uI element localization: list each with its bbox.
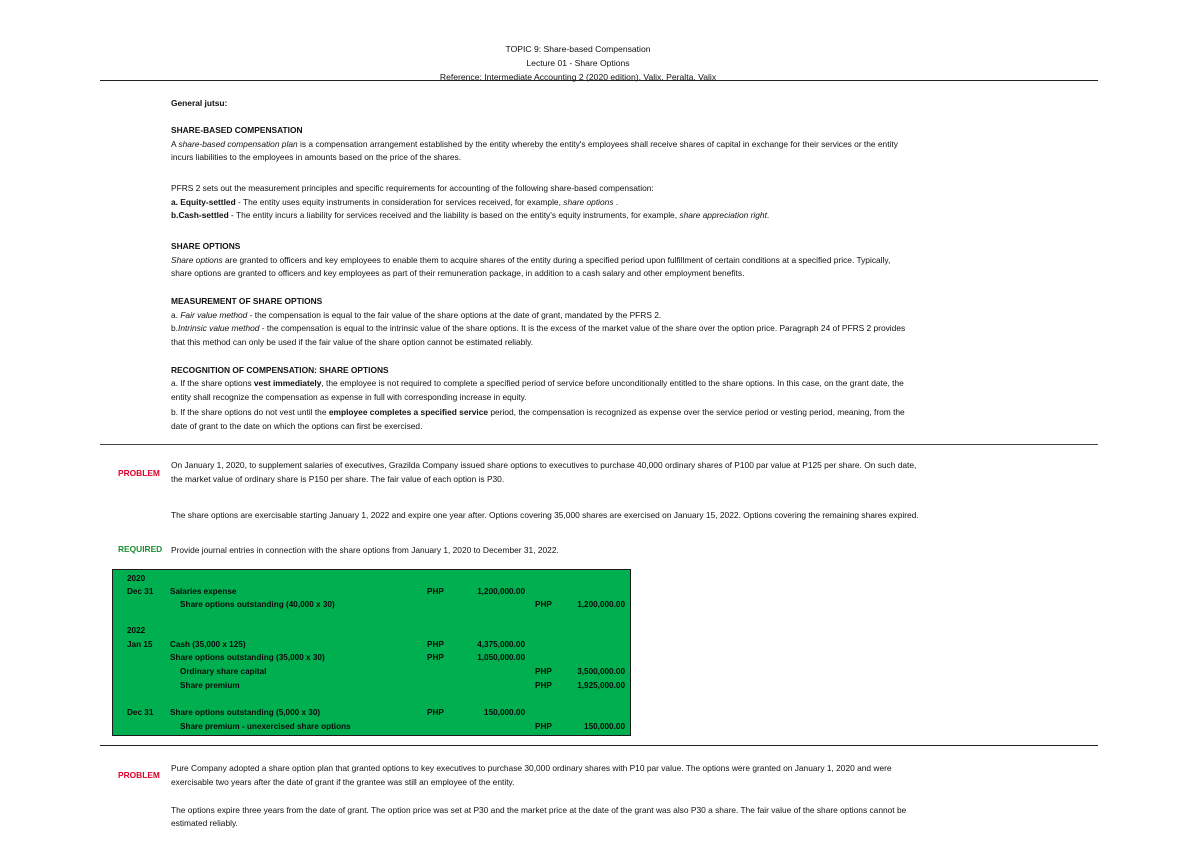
problem-tag-2: PROBLEM [118,770,160,780]
sbc-heading: SHARE-BASED COMPENSATION [171,125,303,135]
debit-amount: 150,000.00 [484,708,525,717]
credit-amount: 1,200,000.00 [577,600,625,609]
sbc-definition-line2: incurs liabilities to the employees in amounts based on the price of the shares. [171,152,462,162]
recognition-b-bold: employee completes a specified service [328,407,489,417]
recognition-a-prefix: a. If the share options [171,378,254,388]
pfrs2-intro: PFRS 2 sets out the measurement principles and specific requirements for accounting of the following share-based compensation: [171,183,654,193]
measurement-b-text1: - the compensation is equal to the intrinsic value of the share options. It is the excess of the market value of the share over the option price. Paragraph 24 of PFRS 2 provides [259,323,906,333]
recognition-item-b-line2: date of grant to the date on which the options can first be exercised. [171,420,423,431]
credit-amount: 1,925,000.00 [577,681,625,690]
credit-currency: PHP [535,667,552,676]
recognition-a-text1: , the employee is not required to complete a specified period of service before unconditionally entitled to the share options. In this case, on the grant date, the [321,378,904,388]
debit-currency: PHP [427,587,444,596]
recognition-item-a-line2: entity shall recognize the compensation as expense in full with corresponding increase in equity. [171,391,527,402]
problem2-text [171,762,1021,831]
credit-currency: PHP [535,681,552,690]
entry-account: Cash (35,000 x 125) [170,640,246,649]
measurement-heading: MEASUREMENT OF SHARE OPTIONS [171,296,323,306]
debit-currency: PHP [427,653,444,662]
year-2022: 2022 [127,626,146,635]
pfrs2-item-a [171,196,1021,210]
share-options-line1 [171,254,1021,268]
pfrs2-b-text: - The entity incurs a liability for services received and the liability is based on the entity's equity instruments, for example, [228,210,680,220]
measurement-a-term: Fair value method [180,309,248,320]
entry-date: Dec 31 [127,708,154,717]
entry-account: Share premium [180,681,240,690]
debit-currency: PHP [427,708,444,717]
year-2020: 2020 [127,574,146,583]
credit-currency: PHP [535,600,552,609]
sbc-definition [171,138,1021,152]
measurement-b-term: Intrinsic value method [178,323,260,333]
entry-account: Share options outstanding (35,000 x 30) [170,653,325,662]
recognition-item-b [171,406,1021,420]
section-divider [100,444,1098,445]
recognition-a-bold: vest immediately [253,378,322,388]
pfrs2-b-end: . [766,210,770,220]
sbc-def-line1: is a compensation arrangement established by the entity whereby the entity's employees shall receive shares of capital in exchange for their services or the entity [297,138,898,149]
problem1-line3: The share options are exercisable starting January 1, 2022 and expire one year after. Options covering 35,000 shares are exercised on January 15, 2022. Options covering the remaining shares expired. [171,509,919,520]
measurement-item-a [171,309,1021,323]
measurement-b-prefix: b. [171,323,178,333]
debit-currency: PHP [427,640,444,649]
measurement-item-b [171,322,1021,336]
credit-currency: PHP [535,722,552,731]
reference-line: Reference: Intermediate Accounting 2 (2020 edition), Valix, Peralta, Valix [439,72,717,82]
entry-account: Share premium - unexercised share options [180,722,351,731]
problem1-line1: On January 1, 2020, to supplement salaries of executives, Grazilda Company issued share options to executives to purchase 40,000 ordinary shares of P100 par value at P125 per share. On such date, [171,460,917,470]
header-rule [100,80,1098,81]
pfrs2-item-b [171,209,1021,223]
share-options-line1-rest: are granted to officers and key employees to enable them to acquire shares of the entity during a specified period upon fulfillment of certain conditions at a specified price. Typically, [222,254,891,265]
lecture-title: Lecture 01 - Share Options [526,58,630,68]
share-options-heading: SHARE OPTIONS [171,241,241,251]
measurement-a-prefix: a. [171,309,181,320]
problem2-line3: The options expire three years from the date of grant. The option price was set at P30 and the market price at the date of the grant was also P30 a share. The fair value of the share options cannot be [171,804,907,815]
entry-account: Share options outstanding (40,000 x 30) [180,600,335,609]
pfrs2-a-text: - The entity uses equity instruments in consideration for services received, for example, [235,196,564,207]
problem-tag: PROBLEM [118,468,160,478]
required-tag: REQUIRED [118,544,163,554]
problem1-line2: the market value of ordinary share is P150 per share. The fair value of each option is P30. [171,473,505,484]
recognition-b-text1: period, the compensation is recognized as expense over the service period or vesting period, meaning, from the [488,407,905,417]
topic-title: TOPIC 9: Share-based Compensation [505,44,651,54]
entry-account: Share options outstanding (5,000 x 30) [170,708,321,717]
problem2-line1: Pure Company adopted a share option plan that granted options to key executives to purchase 30,000 ordinary shares with P10 par value. The options were granted on January 1, 2020 and were [171,763,892,773]
section-divider-2 [100,745,1098,746]
problem2-line4: estimated reliably. [171,818,238,828]
problem2-line2: exercisable two years after the date of grant if the grantee was still an employee of the entity. [171,776,515,787]
measurement-a-text: - the compensation is equal to the fair value of the share options at the date of grant, mandated by the PFRS 2. [247,309,662,320]
recognition-b-prefix: b. If the share options do not vest until the [171,407,329,417]
pfrs2-a-example: share options [563,196,614,207]
credit-amount: 3,500,000.00 [577,667,625,676]
journal-entries [112,569,631,736]
entry-account: Salaries expense [170,587,237,596]
debit-amount: 1,200,000.00 [477,587,525,596]
sbc-def-term: share-based compensation plan [178,138,298,149]
document-header [0,42,1156,84]
pfrs2-a-end: . [613,196,619,207]
entry-date: Jan 15 [127,640,153,649]
greeting: General jutsu: [171,98,228,108]
credit-amount: 150,000.00 [584,722,625,731]
recognition-heading: RECOGNITION OF COMPENSATION: SHARE OPTIONS [171,364,389,375]
sbc-def-lead: A [171,138,179,149]
pfrs2-b-example: share appreciation right [679,210,767,220]
pfrs2-b-label: b.Cash-settled [171,210,229,220]
general-notes [171,97,1021,433]
pfrs2-a-label: a. Equity-settled [171,196,236,207]
required-text: Provide journal entries in connection with the share options from January 1, 2020 to December 31, 2022. [171,545,559,555]
entry-date: Dec 31 [127,587,154,596]
debit-amount: 1,050,000.00 [477,653,525,662]
entry-account: Ordinary share capital [180,667,267,676]
recognition-item-a [171,377,1021,391]
debit-amount: 4,375,000.00 [477,640,525,649]
problem1-text [171,459,1021,522]
measurement-item-b-line2: that this method can only be used if the fair value of the share option cannot be estimated reliably. [171,336,534,347]
share-options-term: Share options [171,254,223,265]
share-options-line2: share options are granted to officers and key employees as part of their remuneration package, in addition to a cash salary and other employment benefits. [171,268,745,278]
